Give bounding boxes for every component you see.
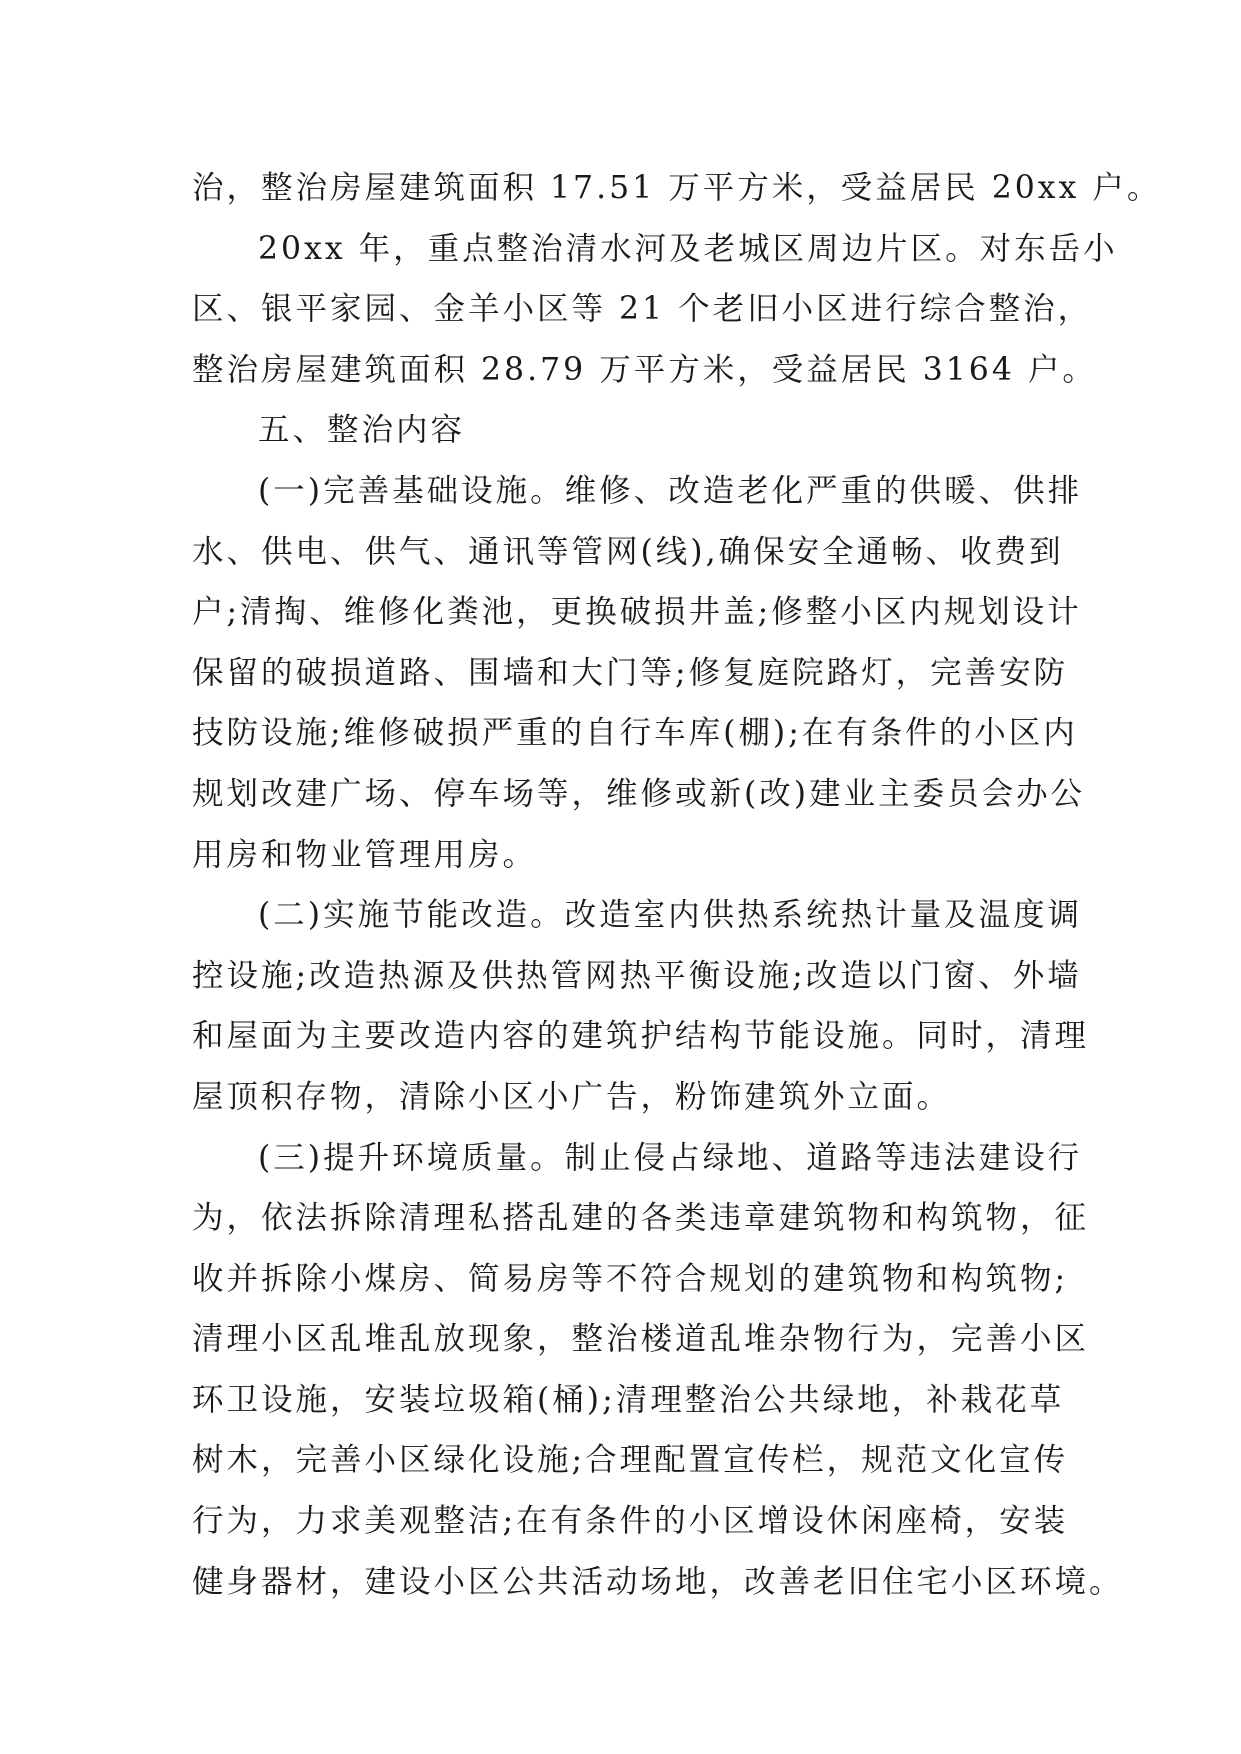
text-line-13: (二)实施节能改造。改造室内供热系统热计量及温度调 xyxy=(258,897,1083,934)
text-line-22: 树木，完善小区绿化设施;合理配置宣传栏，规范文化宣传 xyxy=(192,1442,1069,1479)
text-line-8: 户;清掏、维修化粪池，更换破损井盖;修整小区内规划设计 xyxy=(192,594,1082,631)
text-line-4: 整治房屋建筑面积 28.79 万平方米，受益居民 3164 户。 xyxy=(192,351,1097,388)
text-line-18: 为，依法拆除清理私搭乱建的各类违章建筑物和构筑物，征 xyxy=(192,1200,1090,1237)
text-line-14: 控设施;改造热源及供热管网热平衡设施;改造以门窗、外墙 xyxy=(192,957,1082,994)
text-line-11: 规划改建广场、停车场等，维修或新(改)建业主委员会办公 xyxy=(192,775,1086,812)
text-line-15: 和屋面为主要改造内容的建筑护结构节能设施。同时，清理 xyxy=(192,1018,1090,1055)
text-line-2: 20xx 年，重点整治清水河及老城区周边片区。对东岳小 xyxy=(258,230,1118,267)
text-line-12: 用房和物业管理用房。 xyxy=(192,836,538,873)
document-body xyxy=(192,158,1162,1612)
text-line-20: 清理小区乱堆乱放现象，整治楼道乱堆杂物行为，完善小区 xyxy=(192,1321,1090,1358)
text-line-24: 健身器材，建设小区公共活动场地，改善老旧住宅小区环境。 xyxy=(192,1563,1124,1600)
text-line-1: 治，整治房屋建筑面积 17.51 万平方米，受益居民 20xx 户。 xyxy=(192,170,1162,206)
text-line-23: 行为，力求美观整洁;在有条件的小区增设休闲座椅，安装 xyxy=(192,1503,1069,1540)
text-line-21: 环卫设施，安装垃圾箱(桶);清理整治公共绿地，补栽花草 xyxy=(192,1381,1065,1418)
text-line-17: (三)提升环境质量。制止侵占绿地、道路等违法建设行 xyxy=(258,1139,1083,1176)
text-line-3: 区、银平家园、金羊小区等 21 个老旧小区进行综合整治， xyxy=(192,291,1093,328)
text-line-6: (一)完善基础设施。维修、改造老化严重的供暖、供排 xyxy=(258,472,1083,509)
text-line-16: 屋顶积存物，清除小区小广告，粉饰建筑外立面。 xyxy=(192,1078,952,1115)
text-line-9: 保留的破损道路、围墙和大门等;修复庭院路灯，完善安防 xyxy=(192,654,1069,691)
text-line-19: 收并拆除小煤房、简易房等不符合规划的建筑物和构筑物; xyxy=(192,1260,1069,1297)
text-line-7: 水、供电、供气、通讯等管网(线),确保安全通畅、收费到 xyxy=(192,533,1064,570)
text-line-10: 技防设施;维修破损严重的自行车库(棚);在有条件的小区内 xyxy=(192,715,1078,752)
section-heading: 五、整治内容 xyxy=(258,412,466,449)
